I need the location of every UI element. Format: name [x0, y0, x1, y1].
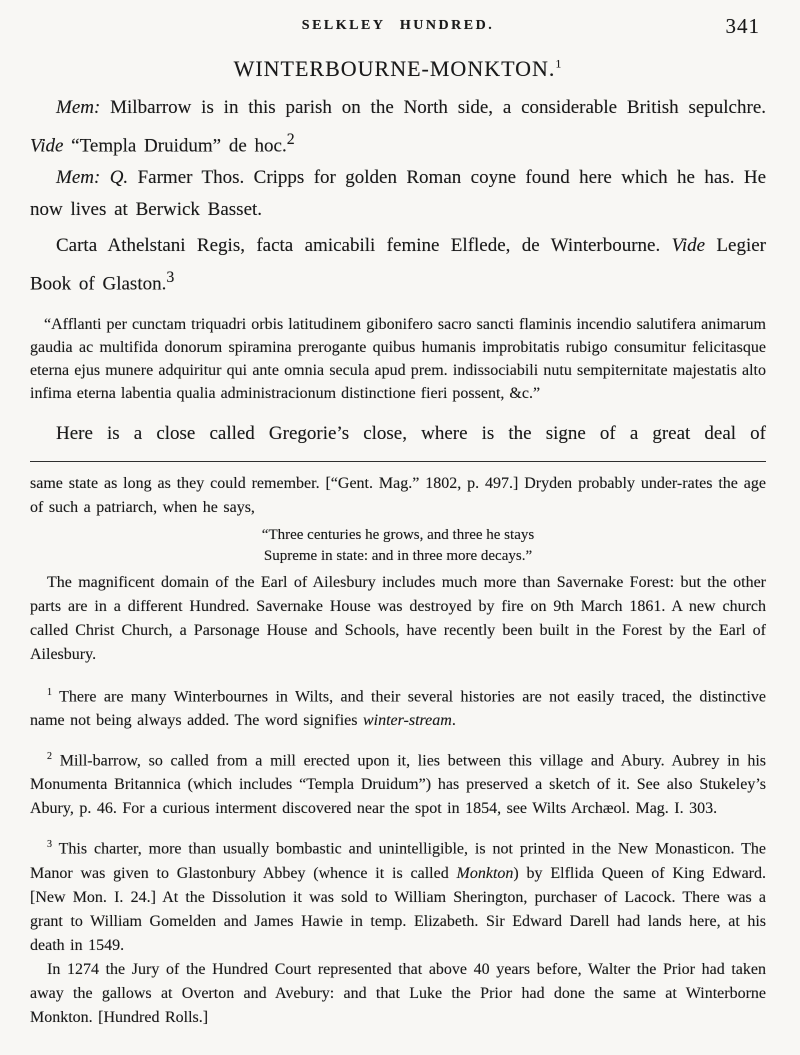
text-run: “Templa Druidum” de hoc.	[63, 135, 287, 157]
vide-label: Vide	[671, 235, 706, 257]
text-run: .	[451, 711, 456, 729]
text-run: Milbarrow is in this parish on the North side, a considerable British sepulchre.	[100, 97, 766, 118]
text-run: There are many Winterbournes in Wilts, and their several histories are not easily traced, the distinctive name not being always added. The word signifies	[30, 687, 766, 729]
chapter-title-text: WINTERBOURNE-MONKTON.	[233, 56, 556, 81]
gregories-close-paragraph: Here is a close called Gregorie’s close, where is the signe of a great deal of	[56, 422, 766, 444]
page-number: 341	[725, 14, 760, 38]
mem-label: Mem: Q.	[56, 167, 129, 189]
mem-label: Mem:	[56, 97, 101, 118]
verse-line-2: Supreme in state: and in three more decays.”	[263, 547, 533, 564]
italic-run: Monkton	[456, 864, 514, 882]
text-run: Legier Book of Glaston.	[30, 235, 766, 295]
text-run: Farmer Thos. Cripps for golden Roman coyne found here which he has. He now lives at Berwick Basset.	[30, 167, 767, 221]
latin-charter-quote: “Afflanti per cunctam triquadri orbis latitudinem gibonifero sacro sancti flaminis incendio salutifera animarum gaudia ac multifida donorum spiramina prerogante quibus humanis improbitatis rubigo consumitur felicitasque eterna ejus munere adquiritur qui ante omnia secula apud prem. indissociabili nutu sempiternitate majestatis alto infima eterna labentia qualia administracionum distinctione fieri possent, &c.”	[30, 315, 766, 402]
footnote-carryover: same state as long as they could remember. [“Gent. Mag.” 1802, p. 497.] Dryden probably under-rates the age of such a patriarch, when he says,	[30, 474, 766, 516]
running-head: SELKLEY HUNDRED.	[301, 18, 495, 33]
footnote-divider-rule	[30, 461, 766, 462]
footnote-ref: 3	[166, 269, 175, 287]
chapter-title	[30, 56, 766, 82]
text-run: This charter, more than usually bombastic and unintelligible, is not printed in the New Monasticon. The Manor was given to Glastonbury Abbey (whence it is called	[30, 840, 766, 882]
footnote-ref: 2	[286, 131, 295, 148]
footnote-marker: 1	[47, 686, 52, 698]
footnote-3-continued: In 1274 the Jury of the Hundred Court represented that above 40 years before, Walter the Prior had taken away the gallows at Overton and Avebury: and that Luke the Prior had done the same at Winterborne Monkton. [Hundred Rolls.]	[30, 960, 766, 1026]
page-header	[30, 14, 766, 38]
text-run: ) by Elflida Queen of King Edward. [New Mon. I. 24.] At the Dissolution it was sold to William Sherington, purchaser of Lacock. There was a grant to William Gomelden and James Hawie in temp. Elizabeth. Sir Edward Darell had lands here, at his death in 1549.	[30, 864, 766, 954]
text-run: Mill-barrow, so called from a mill erected upon it, lies between this village and Abury. Aubrey in his Monumenta Britannica (which includes “Templa Druidum”) has preserved a sketch of it. See also Stukeley’s Abury, p. 46. For a curious interment discovered near the spot in 1854, see Wilts Archæol. Mag. I. 303.	[30, 752, 766, 818]
text-run: Carta Athelstani Regis, facta amicabili femine Elflede, de Winterbourne.	[56, 235, 672, 257]
footnote-1	[30, 681, 766, 733]
vide-label: Vide	[30, 135, 64, 157]
title-footnote-ref: 1	[555, 56, 563, 71]
mem-paragraph-milbarrow	[30, 92, 766, 162]
footnote-marker: 3	[47, 839, 52, 851]
dryden-verse	[30, 525, 766, 567]
ailesbury-note: The magnificent domain of the Earl of Ailesbury includes much more than Savernake Forest: but the other parts are in a different Hundred. Savernake House was destroyed by fire on 9th March 1861. A new church called Christ Church, a Parsonage House and Schools, have recently been built in the Forest by the Earl of Ailesbury.	[30, 573, 766, 663]
footnote-3	[30, 833, 766, 957]
carta-paragraph	[30, 230, 766, 300]
italic-run: winter-stream	[362, 711, 452, 729]
verse-line-1: “Three centuries he grows, and three he stays	[261, 526, 535, 543]
footnote-marker: 2	[47, 750, 52, 762]
footnote-2	[30, 745, 766, 821]
mem-paragraph-cripps	[30, 162, 766, 226]
